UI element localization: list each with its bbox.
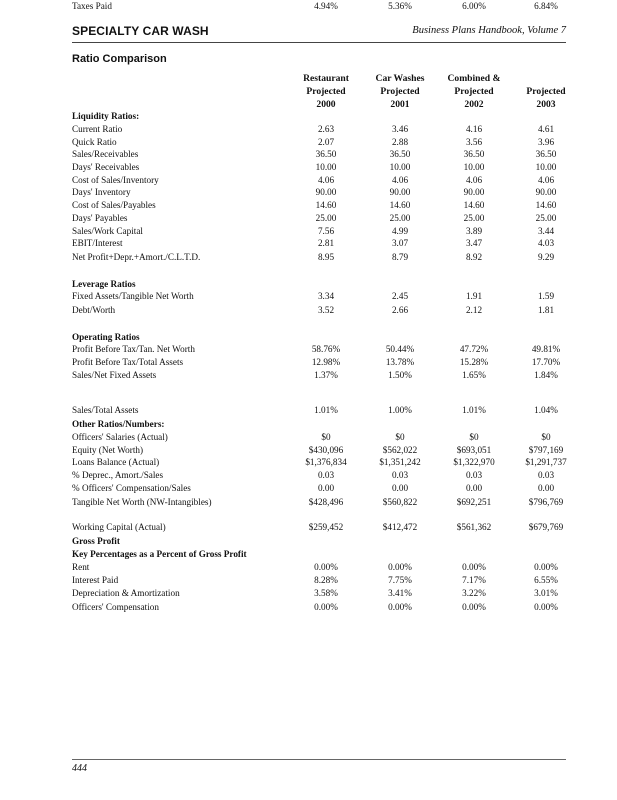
table-cell: 6.00% bbox=[462, 1, 486, 11]
table-cell: 4.61 bbox=[537, 124, 555, 134]
table-row bbox=[72, 431, 566, 443]
table-cell: $0 bbox=[541, 432, 551, 442]
table-cell: 3.47 bbox=[465, 238, 483, 248]
column-header-line: Projected bbox=[454, 86, 494, 97]
table-cell: 4.94% bbox=[314, 1, 338, 11]
column-header bbox=[437, 72, 511, 111]
table-cell: 0.03 bbox=[317, 470, 335, 480]
row-label: Gross Profit bbox=[72, 536, 120, 546]
table-cell: $259,452 bbox=[308, 522, 344, 532]
table-cell: 4.06 bbox=[465, 175, 483, 185]
table-row bbox=[72, 199, 566, 211]
table-cell: 14.60 bbox=[315, 200, 337, 210]
column-header-line: Projected bbox=[380, 86, 420, 97]
table-cell: $0 bbox=[321, 432, 331, 442]
table-cell: 36.50 bbox=[463, 149, 485, 159]
row-label: Days' Payables bbox=[72, 213, 128, 223]
table-cell: $693,051 bbox=[456, 445, 492, 455]
table-row bbox=[72, 521, 566, 533]
table-row bbox=[72, 574, 566, 586]
table-cell: 0.03 bbox=[391, 470, 409, 480]
column-header-line bbox=[509, 72, 583, 85]
column-header-line: 2002 bbox=[464, 99, 484, 110]
table-cell: 1.01% bbox=[314, 405, 338, 415]
column-header-line: Restaurant bbox=[303, 73, 349, 84]
table-section-heading bbox=[72, 535, 566, 547]
table-cell: $561,362 bbox=[456, 522, 492, 532]
column-header bbox=[289, 72, 363, 111]
table-cell: 14.60 bbox=[535, 200, 557, 210]
table-cell: 2.63 bbox=[317, 124, 335, 134]
table-row bbox=[72, 148, 566, 160]
table-cell: $0 bbox=[469, 432, 479, 442]
table-cell: 0.00% bbox=[534, 562, 558, 572]
table-cell: 2.12 bbox=[465, 305, 483, 315]
page-number: 444 bbox=[72, 763, 87, 774]
table-cell: 1.84% bbox=[534, 370, 558, 380]
row-label: Equity (Net Worth) bbox=[72, 445, 144, 455]
table-cell: 50.44% bbox=[385, 344, 415, 354]
table-cell: 13.78% bbox=[385, 357, 415, 367]
table-cell: $679,769 bbox=[528, 522, 564, 532]
table-row bbox=[72, 404, 566, 416]
table-cell: 3.96 bbox=[537, 137, 555, 147]
row-label: Debt/Worth bbox=[72, 305, 116, 315]
table-cell: 3.46 bbox=[391, 124, 409, 134]
table-cell: 8.79 bbox=[391, 252, 409, 262]
table-cell: 0.00 bbox=[391, 483, 409, 493]
table-cell: 7.75% bbox=[388, 575, 412, 585]
table-cell: 4.06 bbox=[537, 175, 555, 185]
table-cell: $560,822 bbox=[382, 497, 418, 507]
row-label: Days' Receivables bbox=[72, 162, 140, 172]
table-row bbox=[72, 587, 566, 599]
table-row bbox=[72, 561, 566, 573]
table-cell: 10.00 bbox=[535, 162, 557, 172]
row-label: Working Capital (Actual) bbox=[72, 522, 166, 532]
table-cell: 3.52 bbox=[317, 305, 335, 315]
table-cell: 14.60 bbox=[389, 200, 411, 210]
row-label: % Officers' Compensation/Sales bbox=[72, 483, 191, 493]
row-label: Loans Balance (Actual) bbox=[72, 457, 160, 467]
table-cell: 1.01% bbox=[462, 405, 486, 415]
table-cell: 36.50 bbox=[535, 149, 557, 159]
row-label: Current Ratio bbox=[72, 124, 123, 134]
table-row bbox=[72, 601, 566, 613]
running-header bbox=[72, 22, 566, 43]
table-cell: 7.56 bbox=[317, 226, 335, 236]
table-cell: 4.06 bbox=[391, 175, 409, 185]
table-row bbox=[72, 469, 566, 481]
column-header-line: Projected bbox=[306, 86, 346, 97]
table-cell: $1,291,737 bbox=[525, 457, 567, 467]
table-row bbox=[72, 136, 566, 148]
table-row bbox=[72, 186, 566, 198]
table-cell: 3.41% bbox=[388, 588, 412, 598]
row-label: Other Ratios/Numbers: bbox=[72, 419, 165, 429]
row-label: Days' Inventory bbox=[72, 187, 131, 197]
table-cell: 2.88 bbox=[391, 137, 409, 147]
table-cell: $796,769 bbox=[528, 497, 564, 507]
row-label: Operating Ratios bbox=[72, 332, 140, 342]
column-header-line: 2001 bbox=[390, 99, 410, 110]
row-label: Taxes Paid bbox=[72, 1, 112, 11]
table-cell: 2.07 bbox=[317, 137, 335, 147]
table-cell: 36.50 bbox=[389, 149, 411, 159]
row-label: Profit Before Tax/Tan. Net Worth bbox=[72, 344, 195, 354]
table-row bbox=[72, 237, 566, 249]
table-cell: 0.03 bbox=[465, 470, 483, 480]
table-cell: 8.95 bbox=[317, 252, 335, 262]
row-label: Sales/Net Fixed Assets bbox=[72, 370, 157, 380]
table-row bbox=[72, 123, 566, 135]
table-row bbox=[72, 251, 566, 263]
table-cell: 14.60 bbox=[463, 200, 485, 210]
row-label: Fixed Assets/Tangible Net Worth bbox=[72, 291, 194, 301]
table-cell: 1.91 bbox=[465, 291, 483, 301]
table-cell: 6.84% bbox=[534, 1, 558, 11]
table-cell: 0.00% bbox=[314, 602, 338, 612]
table-cell: $1,351,242 bbox=[379, 457, 421, 467]
column-header-line: 2000 bbox=[316, 99, 336, 110]
table-row bbox=[72, 290, 566, 302]
table-row bbox=[72, 212, 566, 224]
table-row bbox=[72, 456, 566, 468]
table-cell: 10.00 bbox=[389, 162, 411, 172]
table-cell: 7.17% bbox=[462, 575, 486, 585]
table-cell: 3.44 bbox=[537, 226, 555, 236]
table-cell: 25.00 bbox=[389, 213, 411, 223]
table-cell: $562,022 bbox=[382, 445, 418, 455]
table-section-heading bbox=[72, 331, 566, 343]
table-cell: 90.00 bbox=[315, 187, 337, 197]
row-label: Sales/Total Assets bbox=[72, 405, 139, 415]
table-cell: 0.00% bbox=[388, 562, 412, 572]
table-cell: $1,322,970 bbox=[453, 457, 495, 467]
row-label: Sales/Receivables bbox=[72, 149, 139, 159]
table-cell: 0.00 bbox=[465, 483, 483, 493]
table-cell: 3.01% bbox=[534, 588, 558, 598]
table-cell: 0.00 bbox=[317, 483, 335, 493]
row-label: Leverage Ratios bbox=[72, 279, 136, 289]
header-title: SPECIALTY CAR WASH bbox=[72, 24, 209, 38]
row-label: Officers' Compensation bbox=[72, 602, 159, 612]
row-label: Quick Ratio bbox=[72, 137, 117, 147]
row-label: Liquidity Ratios: bbox=[72, 111, 140, 121]
column-header-line: 2003 bbox=[536, 99, 556, 110]
table-cell: 3.56 bbox=[465, 137, 483, 147]
table-row bbox=[72, 0, 566, 12]
table-cell: 2.45 bbox=[391, 291, 409, 301]
table-cell: 15.28% bbox=[459, 357, 489, 367]
table-cell: 10.00 bbox=[463, 162, 485, 172]
table-cell: $428,496 bbox=[308, 497, 344, 507]
table-cell: 12.98% bbox=[311, 357, 341, 367]
row-label: Officers' Salaries (Actual) bbox=[72, 432, 168, 442]
column-header bbox=[363, 72, 437, 111]
table-cell: $430,096 bbox=[308, 445, 344, 455]
table-cell: 36.50 bbox=[315, 149, 337, 159]
footer-rule bbox=[72, 759, 566, 760]
column-header-line: Combined & bbox=[447, 73, 501, 84]
row-label: Cost of Sales/Inventory bbox=[72, 175, 159, 185]
section-title: Ratio Comparison bbox=[72, 53, 167, 65]
table-row bbox=[72, 496, 566, 508]
table-cell: 1.37% bbox=[314, 370, 338, 380]
table-row bbox=[72, 444, 566, 456]
table-cell: 10.00 bbox=[315, 162, 337, 172]
table-row bbox=[72, 482, 566, 494]
table-row bbox=[72, 304, 566, 316]
table-cell: 0.00% bbox=[462, 562, 486, 572]
table-row bbox=[72, 225, 566, 237]
table-cell: 0.00% bbox=[314, 562, 338, 572]
table-cell: 3.89 bbox=[465, 226, 483, 236]
column-header-line: Car Washes bbox=[375, 73, 425, 84]
table-cell: 90.00 bbox=[463, 187, 485, 197]
table-cell: 0.00% bbox=[534, 602, 558, 612]
header-book-title: Business Plans Handbook, Volume 7 bbox=[412, 25, 566, 36]
row-label: Profit Before Tax/Total Assets bbox=[72, 357, 184, 367]
table-row bbox=[72, 343, 566, 355]
table-row bbox=[72, 369, 566, 381]
table-cell: 0.00% bbox=[388, 602, 412, 612]
row-label: Net Profit+Depr.+Amort./C.L.T.D. bbox=[72, 252, 201, 262]
row-label: Sales/Work Capital bbox=[72, 226, 143, 236]
table-cell: 1.81 bbox=[537, 305, 555, 315]
table-cell: 4.16 bbox=[465, 124, 483, 134]
column-header bbox=[509, 72, 583, 111]
table-row bbox=[72, 161, 566, 173]
table-cell: 25.00 bbox=[315, 213, 337, 223]
table-cell: 1.65% bbox=[462, 370, 486, 380]
table-section-heading bbox=[72, 548, 566, 560]
table-cell: 25.00 bbox=[535, 213, 557, 223]
table-cell: 6.55% bbox=[534, 575, 558, 585]
table-cell: 25.00 bbox=[463, 213, 485, 223]
table-cell: 5.36% bbox=[388, 1, 412, 11]
table-cell: 2.66 bbox=[391, 305, 409, 315]
row-label: EBIT/Interest bbox=[72, 238, 123, 248]
table-cell: 8.28% bbox=[314, 575, 338, 585]
table-section-heading bbox=[72, 110, 566, 122]
table-cell: 1.50% bbox=[388, 370, 412, 380]
table-cell: 90.00 bbox=[535, 187, 557, 197]
row-label: Cost of Sales/Payables bbox=[72, 200, 156, 210]
table-cell: 1.04% bbox=[534, 405, 558, 415]
table-cell: 49.81% bbox=[531, 344, 561, 354]
table-cell: 4.03 bbox=[537, 238, 555, 248]
table-cell: 47.72% bbox=[459, 344, 489, 354]
table-cell: 90.00 bbox=[389, 187, 411, 197]
table-cell: 1.00% bbox=[388, 405, 412, 415]
table-section-heading bbox=[72, 418, 566, 430]
table-cell: 8.92 bbox=[465, 252, 483, 262]
table-cell: 17.70% bbox=[531, 357, 561, 367]
table-cell: 4.99 bbox=[391, 226, 409, 236]
table-cell: 9.29 bbox=[537, 252, 555, 262]
table-cell: 4.06 bbox=[317, 175, 335, 185]
table-row bbox=[72, 356, 566, 368]
row-label: Tangible Net Worth (NW-Intangibles) bbox=[72, 497, 212, 507]
table-cell: $797,169 bbox=[528, 445, 564, 455]
table-cell: 0.00 bbox=[537, 483, 555, 493]
table-cell: 2.81 bbox=[317, 238, 335, 248]
table-section-heading bbox=[72, 278, 566, 290]
row-label: Interest Paid bbox=[72, 575, 119, 585]
table-cell: $1,376,834 bbox=[305, 457, 347, 467]
table-cell: 3.22% bbox=[462, 588, 486, 598]
table-cell: 3.58% bbox=[314, 588, 338, 598]
table-cell: 0.03 bbox=[537, 470, 555, 480]
table-cell: 3.34 bbox=[317, 291, 335, 301]
table-cell: $412,472 bbox=[382, 522, 418, 532]
table-row bbox=[72, 174, 566, 186]
table-cell: 3.07 bbox=[391, 238, 409, 248]
table-cell: 1.59 bbox=[537, 291, 555, 301]
table-cell: $692,251 bbox=[456, 497, 492, 507]
table-cell: 58.76% bbox=[311, 344, 341, 354]
row-label: Key Percentages as a Percent of Gross Profit bbox=[72, 549, 247, 559]
row-label: % Deprec., Amort./Sales bbox=[72, 470, 164, 480]
table-cell: $0 bbox=[395, 432, 405, 442]
column-header-line: Projected bbox=[526, 86, 566, 97]
row-label: Depreciation & Amortization bbox=[72, 588, 180, 598]
row-label: Rent bbox=[72, 562, 90, 572]
table-cell: 0.00% bbox=[462, 602, 486, 612]
